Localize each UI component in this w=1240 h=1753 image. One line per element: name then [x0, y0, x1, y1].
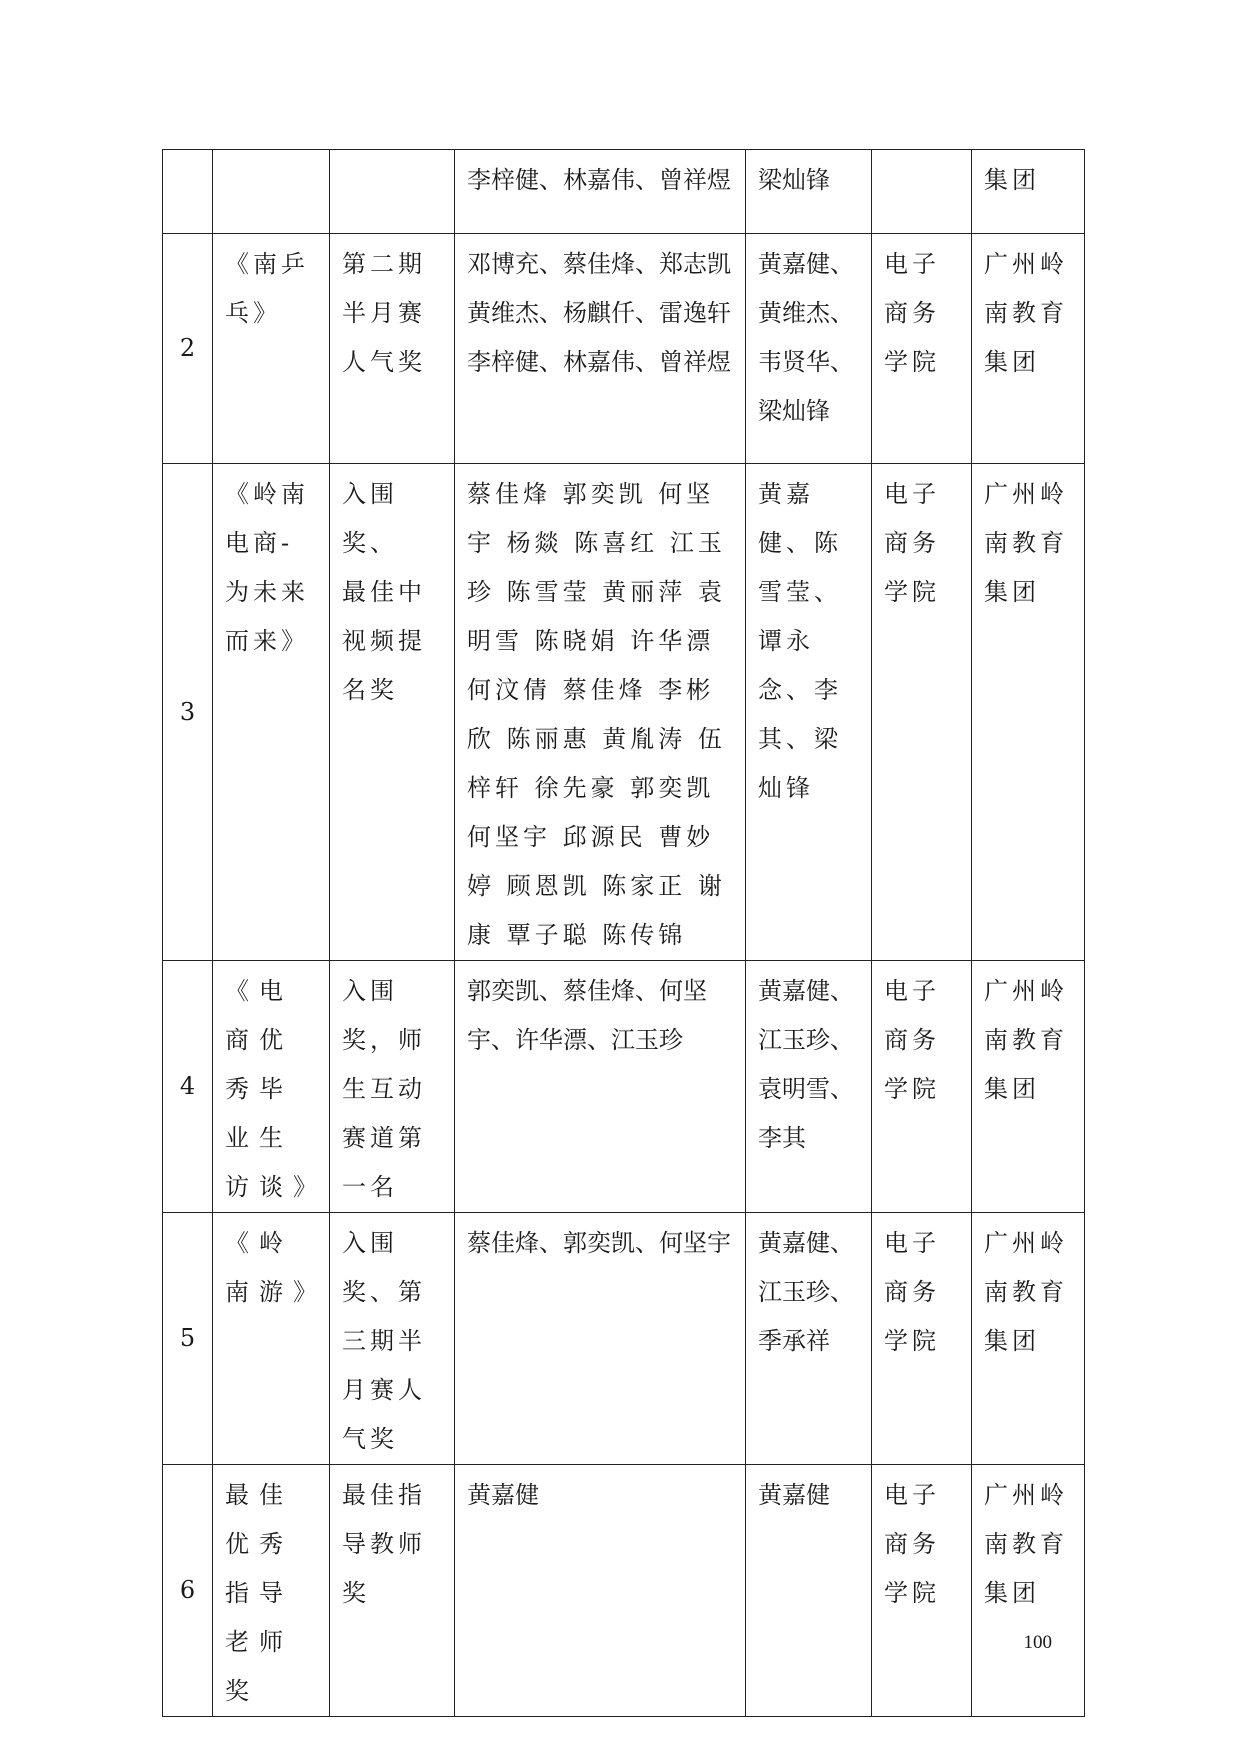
advisor-list: 黄嘉健、黄维杰、韦贤华、梁灿锋: [746, 234, 872, 464]
table-row: [163, 234, 1085, 464]
work-title: 《南乒乓》: [213, 234, 330, 464]
award-name: 最佳指导教师奖: [330, 1465, 455, 1717]
advisor-list: 黄嘉健、江玉珍、季承祥: [746, 1213, 872, 1465]
college-name: 电子商务学院: [872, 961, 972, 1213]
member-list: 黄嘉健: [455, 1465, 746, 1717]
row-number: 3: [163, 464, 213, 961]
member-list: 李梓健、林嘉伟、曾祥煜: [455, 150, 746, 234]
work-title: 最佳优秀指导老师奖: [213, 1465, 330, 1717]
organization-name: 广州岭南教育集团: [972, 961, 1085, 1213]
award-table: [162, 149, 1085, 1717]
table-row: [163, 1465, 1085, 1717]
advisor-list: 黄嘉健、陈雪莹、谭永念、李其、梁灿锋: [746, 464, 872, 961]
college-name: 电子商务学院: [872, 1465, 972, 1717]
college-name: 电子商务学院: [872, 1213, 972, 1465]
work-title: [213, 150, 330, 234]
award-name: [330, 150, 455, 234]
advisor-list: 黄嘉健、江玉珍、袁明雪、李其: [746, 961, 872, 1213]
advisor-list: 黄嘉健: [746, 1465, 872, 1717]
row-number: 4: [163, 961, 213, 1213]
award-name: 第二期半月赛人气奖: [330, 234, 455, 464]
college-name: [872, 150, 972, 234]
table-row: [163, 150, 1085, 234]
row-number: 2: [163, 234, 213, 464]
member-list: 蔡佳烽、郭奕凯、何坚宇: [455, 1213, 746, 1465]
work-title: 《电商优秀毕业生访谈》: [213, 961, 330, 1213]
award-name-line1: 入围奖、: [342, 480, 398, 557]
work-title: 《岭南游》: [213, 1213, 330, 1465]
member-list: 郭奕凯、蔡佳烽、何坚宇、许华漂、江玉珍: [455, 961, 746, 1213]
organization-name: 广州岭南教育集团: [972, 464, 1085, 961]
award-name: [330, 464, 455, 961]
college-name: 电子商务学院: [872, 464, 972, 961]
award-name-line2: 最佳中视频提名奖: [342, 578, 426, 704]
organization-name: 广州岭南教育集团: [972, 1213, 1085, 1465]
table-row: [163, 961, 1085, 1213]
row-number: 5: [163, 1213, 213, 1465]
member-list: 邓博充、蔡佳烽、郑志凯黄维杰、杨麒仟、雷逸轩李梓健、林嘉伟、曾祥煜: [455, 234, 746, 464]
organization-name: 广州岭南教育集团: [972, 234, 1085, 464]
organization-name: 集团: [972, 150, 1085, 234]
member-list: 蔡佳烽 郭奕凯 何坚宇 杨燚 陈喜红 江玉珍 陈雪莹 黄丽萍 袁明雪 陈晓娟 许华漂 何汶倩 蔡佳烽 李彬欣 陈丽惠 黄胤涛 伍梓轩 徐先豪 郭奕凯 何坚宇 邱源民 曹妙婷 顾恩凯 陈家正 谢康 覃子聪 陈传锦: [455, 464, 746, 961]
award-name: 入围奖、第三期半月赛人气奖: [330, 1213, 455, 1465]
organization-name: 广州岭南教育集团: [972, 1465, 1085, 1717]
row-number: [163, 150, 213, 234]
award-name: 入围奖，师生互动赛道第一名: [330, 961, 455, 1213]
table-row: [163, 1213, 1085, 1465]
advisor-list: 梁灿锋: [746, 150, 872, 234]
college-name: 电子商务学院: [872, 234, 972, 464]
page-number: 100: [1023, 1632, 1052, 1653]
row-number: 6: [163, 1465, 213, 1717]
work-title: 《岭南电商-为未来而来》: [213, 464, 330, 961]
table-row: [163, 464, 1085, 961]
